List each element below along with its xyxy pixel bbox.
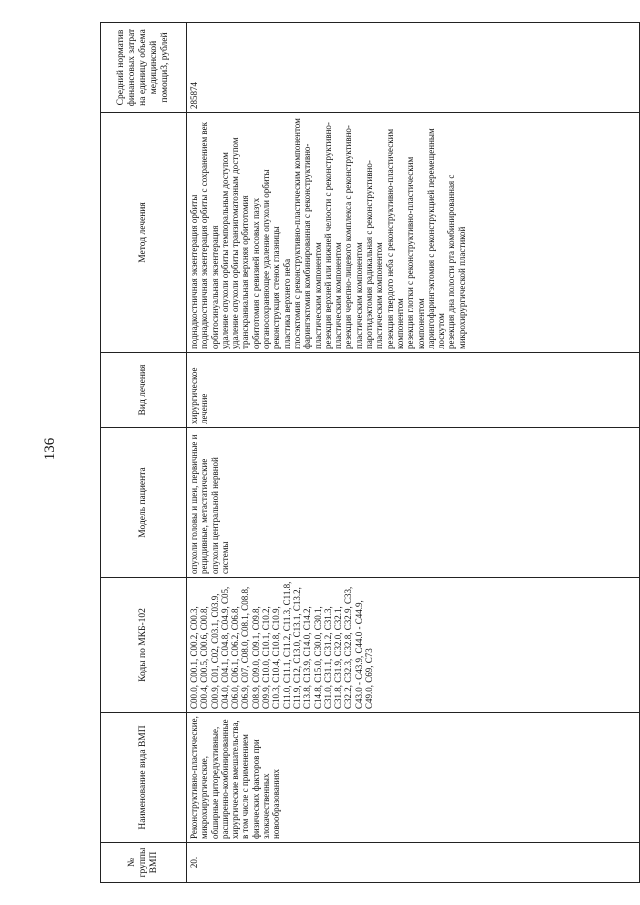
cell-group-num: 20. bbox=[187, 843, 640, 883]
method-item: пластика верхнего неба bbox=[281, 258, 292, 349]
method-item: поднадкостничная экзентерация орбиты с сохранением век bbox=[199, 122, 210, 349]
table-row bbox=[187, 23, 640, 883]
vmp-table-container bbox=[100, 23, 640, 883]
table-header-row bbox=[101, 23, 187, 883]
header-patient-model: Модель пациента bbox=[101, 428, 187, 578]
method-item: органосохраняющее удаление опухоли орбиты bbox=[261, 169, 272, 349]
method-item: удаление опухоли орбиты транзигоматозным доступом bbox=[230, 137, 241, 349]
header-treatment-method: Метод лечения bbox=[101, 113, 187, 353]
method-item: орбитотомия с ревизией носовых пазух bbox=[250, 197, 261, 349]
method-item: резекция твердого неба с реконструктивно-пластическим компонентом bbox=[384, 128, 405, 349]
header-mkb-codes: Коды по МКБ-102 bbox=[101, 578, 187, 713]
method-item: орбитосинуальная экзентерация bbox=[209, 225, 220, 349]
cell-vmp-name: Реконструктивно-пластические, микрохирургические, обширные циторедуктивные, расширенно-комбинированные хирургические вмешательства, в том числе с применением физических факторов при злокачественных новообразованиях bbox=[187, 713, 640, 843]
method-item: реконструкция стенок глазницы bbox=[271, 226, 282, 349]
method-item: резекция дна полости рта комбинированная с микрохирургической пластикой bbox=[446, 174, 467, 349]
vmp-table bbox=[100, 22, 640, 883]
method-item: паротидэктомия радикальная с реконструктивно-пластическим компонентом bbox=[364, 160, 385, 349]
header-treatment-type: Вид лечения bbox=[101, 353, 187, 428]
method-item: транскраниальная верхняя орбитотомия bbox=[240, 195, 251, 349]
method-item: удаление опухоли орбиты темпоральным доступом bbox=[219, 152, 230, 349]
method-item: поднадкостничная экзентерация орбиты bbox=[189, 194, 199, 349]
method-item: ларингофарингэктомия с реконструкцией перемещенным лоскутом bbox=[425, 128, 447, 349]
header-vmp-name: Наименование вида ВМП bbox=[101, 713, 187, 843]
cell-treatment-type: хирургическое лечение bbox=[187, 353, 640, 428]
page-number: 136 bbox=[42, 437, 58, 461]
method-item: резекция глотки с реконструктивно-пластическим компонентом bbox=[405, 156, 426, 349]
cell-patient-model: опухоли головы и шеи, первичные и рецидивные, метастатические опухоли центральной нервной системы bbox=[187, 428, 640, 578]
cell-avg-cost: 285874 bbox=[187, 23, 640, 113]
method-item: резекция черепно-лицевого комплекса с реконструктивно-пластическим компонентом bbox=[343, 125, 364, 349]
method-item: резекция верхней или нижней челюсти с реконструктивно-пластическим компонентом bbox=[322, 122, 344, 349]
header-group-num: № группы ВМП bbox=[101, 843, 187, 883]
header-avg-cost: Средний норматив финансовых затрат на единицу объема медицинской помощи3, рублей bbox=[101, 23, 187, 113]
cell-mkb-codes: C00.0, C00.1, C00.2, C00.3, C00.4, C00.5, C00.6, C00.8, C00.9, C01, C02, C03.1, C03.9, C04.0, C04.1, C04.8, C04.9, C05, C06.0, C06.1, C06.2, C06.8, C06.9, C07, C08.0, C08.1, C08.8, C08.9, C09.0, C09.1, C09.8, C09.9, C10.0, C10.1, C10.2, C10.3, C10.4, C10.8, C10.9, C11.0, C11.1, C11.2, C11.3, C11.8, C11.9, C12, C13.0, C13.1, C13.2, C13.8, C13.9, C14.0, C14.2, C14.8, C15.0, C30.0, C30.1, C31.0, C31.1, C31.2, C31.3, C31.8, C31.9, C32.0, C32.1, C32.2, C32.3, C32.8, C32.9, C33, C43.0 - C43.9, C44.0 - C44.9, C49.0, C69, C73 bbox=[187, 578, 640, 713]
method-item: глосэктомия с реконструктивно-пластическим компонентом bbox=[291, 118, 302, 349]
method-item: фарингэктомия комбинированная с реконструктивно-пластическим компонентом bbox=[302, 143, 323, 349]
cell-treatment-method bbox=[187, 113, 640, 353]
